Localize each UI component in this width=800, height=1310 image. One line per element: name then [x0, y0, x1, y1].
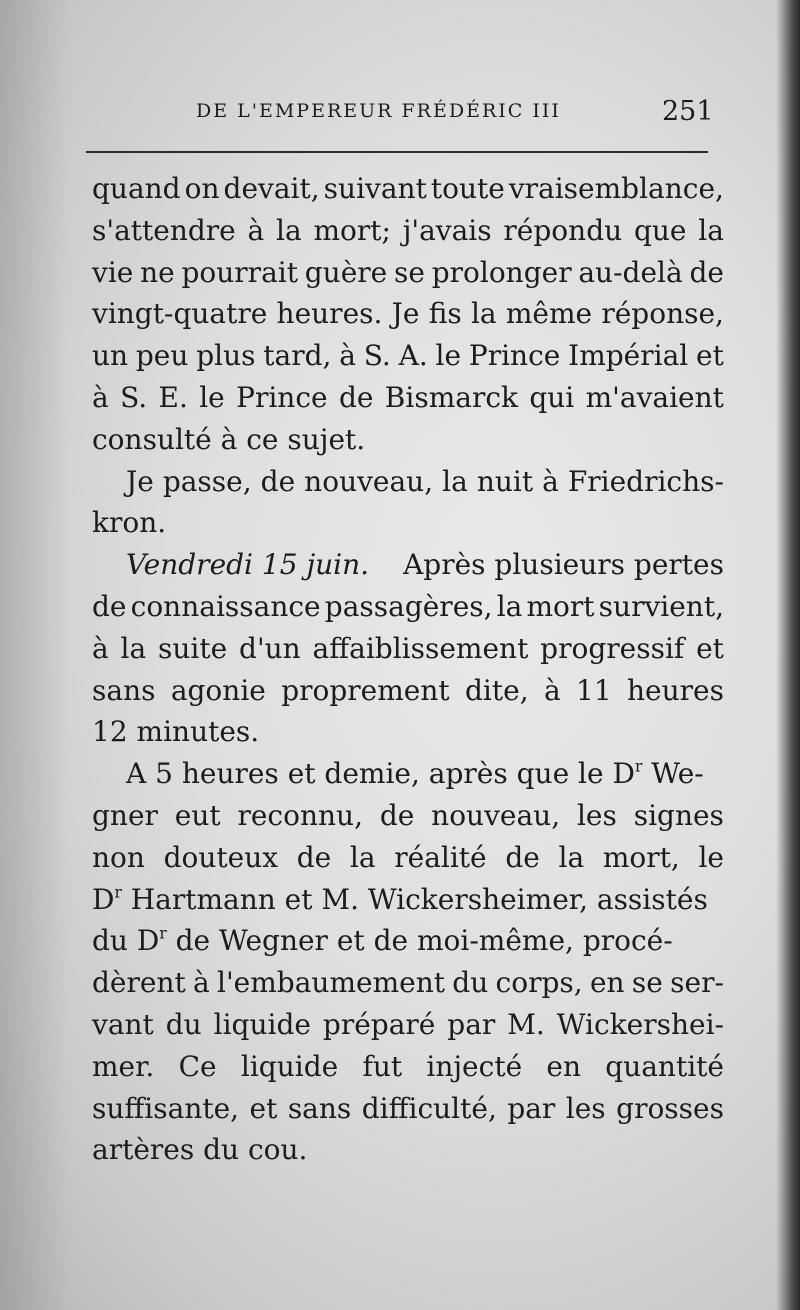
word: Prince [468, 339, 561, 373]
text-line [92, 293, 724, 335]
text-span: D [92, 882, 115, 916]
word: proprement [281, 673, 450, 707]
word: nouveau, [431, 798, 561, 832]
word: se [393, 255, 425, 289]
word: mort; [313, 213, 391, 247]
word: les [576, 798, 617, 832]
text-line [92, 670, 724, 712]
word: la [496, 589, 523, 623]
word: Wickershei- [556, 1007, 724, 1041]
superscript: r [159, 924, 167, 943]
text-line: 12 minutes. [92, 715, 260, 749]
word: tard, [263, 339, 332, 373]
text-span [92, 920, 673, 962]
text-line [92, 920, 724, 962]
text-line [92, 335, 724, 377]
word: suite [158, 631, 228, 665]
word: non [92, 840, 145, 874]
word: gner [92, 798, 158, 832]
word: connaissance [130, 589, 321, 623]
word: à [92, 631, 109, 665]
word: quantité [605, 1049, 724, 1083]
word: par [447, 1007, 496, 1041]
word: de [296, 840, 332, 874]
word: au-delà [578, 255, 683, 289]
word: peu [135, 339, 189, 373]
word: à [92, 380, 109, 414]
word: suffisante, [92, 1091, 240, 1125]
word: le [698, 840, 724, 874]
word: S. [363, 339, 391, 373]
text-span: We- [642, 757, 704, 791]
word: agonie [170, 673, 266, 707]
word: vingt-quatre [92, 297, 268, 331]
date-heading: Vendredi 15 juin. [126, 548, 370, 582]
word: signes [633, 798, 724, 832]
word: mort [526, 589, 595, 623]
word: heures [626, 673, 724, 707]
word: de [92, 589, 127, 623]
text-span: A 5 heures et demie, après que le D [126, 757, 635, 791]
word: Je [126, 464, 154, 498]
word: la [470, 297, 497, 331]
text-line [92, 1046, 724, 1088]
word: passagères, [324, 589, 493, 623]
text-span: de Wegner et de moi-même, procé- [166, 924, 673, 958]
word: devait, [223, 172, 320, 205]
text-line [92, 544, 724, 586]
word: d'un [239, 631, 301, 665]
word: s'attendre [92, 213, 236, 247]
word: mer. [92, 1049, 155, 1083]
word: mort, [602, 840, 680, 874]
text-line [92, 210, 724, 252]
page-edge [776, 0, 800, 1310]
text-line: artères du cou. [92, 1133, 308, 1167]
word: j'avais [402, 213, 492, 247]
word: difficulté, [361, 1091, 497, 1125]
word: A. [398, 339, 428, 373]
word: nuit [476, 464, 534, 498]
word: toute [430, 172, 505, 205]
text-line [92, 753, 724, 795]
word: à [193, 966, 210, 1000]
word: la [558, 840, 585, 874]
text-line [92, 586, 724, 628]
word: corps, [495, 966, 583, 1000]
text-line [92, 962, 724, 1004]
word: de [260, 464, 296, 498]
word: et [696, 339, 724, 373]
text-line [92, 1088, 724, 1130]
word: quand [92, 172, 181, 205]
text-line [92, 628, 724, 670]
word: Prince [236, 380, 328, 414]
word: réponse, [601, 297, 724, 331]
superscript: r [114, 883, 122, 901]
gutter-shadow [0, 0, 70, 1310]
word: à [247, 213, 265, 247]
word: Impérial [568, 339, 689, 373]
word: passe, [162, 464, 252, 498]
word: en [546, 1049, 582, 1083]
word: ne [140, 255, 175, 289]
text-line [92, 795, 724, 837]
word: progressif [540, 631, 685, 665]
word: Je [391, 297, 420, 331]
text-span: Après plusieurs pertes [403, 548, 724, 582]
word: eut [174, 798, 221, 832]
text-line [92, 252, 724, 294]
word: Friedrichs- [567, 464, 724, 498]
word: de [338, 380, 374, 414]
word: 11 [576, 673, 612, 707]
superscript: r [634, 757, 643, 776]
word: fis [428, 297, 462, 331]
word: pourrait [181, 255, 298, 289]
word: guère [304, 255, 388, 289]
text-line: kron. [92, 506, 167, 540]
word: vie [92, 255, 134, 289]
word: un [92, 339, 129, 373]
word: S. [120, 380, 148, 414]
word: nouveau, [304, 464, 434, 498]
word: douteux [163, 840, 279, 874]
word: suivant [323, 172, 427, 205]
word: vraisemblance, [508, 172, 724, 205]
word: du [165, 1007, 202, 1041]
word: de [379, 798, 415, 832]
word: répondu [503, 213, 623, 247]
word: sans [92, 673, 156, 707]
word: et [249, 1091, 278, 1125]
word: l'embaumement [217, 966, 445, 1000]
word: la [276, 213, 302, 247]
word: m'avaient [585, 380, 724, 414]
word: heures. [276, 297, 383, 331]
text-line [92, 837, 724, 879]
text-line: consulté à ce sujet. [92, 422, 366, 456]
page-number: 251 [662, 96, 714, 127]
text-line [92, 461, 724, 503]
word: les [565, 1091, 606, 1125]
word: ser- [670, 966, 724, 1000]
word: même [505, 297, 593, 331]
body-text [92, 168, 724, 1171]
word: vant [92, 1007, 154, 1041]
word: on [184, 172, 220, 205]
word: par [507, 1091, 556, 1125]
word: que [633, 213, 687, 247]
word: affaiblissement [312, 631, 529, 665]
text-span [92, 879, 708, 921]
word: injecté [426, 1049, 523, 1083]
word: du [452, 966, 489, 1000]
word: et [696, 631, 724, 665]
word: M. [507, 1007, 545, 1041]
word: dèrent [92, 966, 186, 1000]
word: de [689, 255, 724, 289]
word: le [199, 380, 225, 414]
text-span: Hartmann et M. Wickersheimer, assistés [121, 882, 708, 916]
word: liquide [240, 1049, 339, 1083]
word: la [442, 464, 468, 498]
word: en [589, 966, 625, 1000]
text-span: du D [92, 924, 160, 958]
text-line [92, 1004, 724, 1046]
header-rule [86, 151, 708, 153]
word: survient, [598, 589, 724, 623]
word: Ce [178, 1049, 217, 1083]
word: plus [196, 339, 256, 373]
word: prolonger [431, 255, 572, 289]
word: qui [529, 380, 575, 414]
word: la [698, 213, 724, 247]
word: de [505, 840, 540, 874]
text-line [92, 879, 724, 921]
running-title: DE L'EMPEREUR FRÉDÉRIC III [196, 100, 561, 122]
word: à [542, 464, 559, 498]
word: sans [287, 1091, 352, 1125]
text-line [92, 168, 724, 210]
word: dite, [465, 673, 529, 707]
word: reconnu, [237, 798, 363, 832]
word: préparé [322, 1007, 436, 1041]
word: la [120, 631, 147, 665]
word: à [543, 673, 561, 707]
word: fut [362, 1049, 403, 1083]
word: le [435, 339, 462, 373]
word: à [339, 339, 356, 373]
text-span [126, 753, 704, 795]
word: E. [158, 380, 188, 414]
text-line [92, 377, 724, 419]
word: Bismarck [384, 380, 518, 414]
word: grosses [616, 1091, 724, 1125]
word: réalité [394, 840, 487, 874]
word: se [631, 966, 663, 1000]
word: liquide [213, 1007, 311, 1041]
word: la [349, 840, 376, 874]
